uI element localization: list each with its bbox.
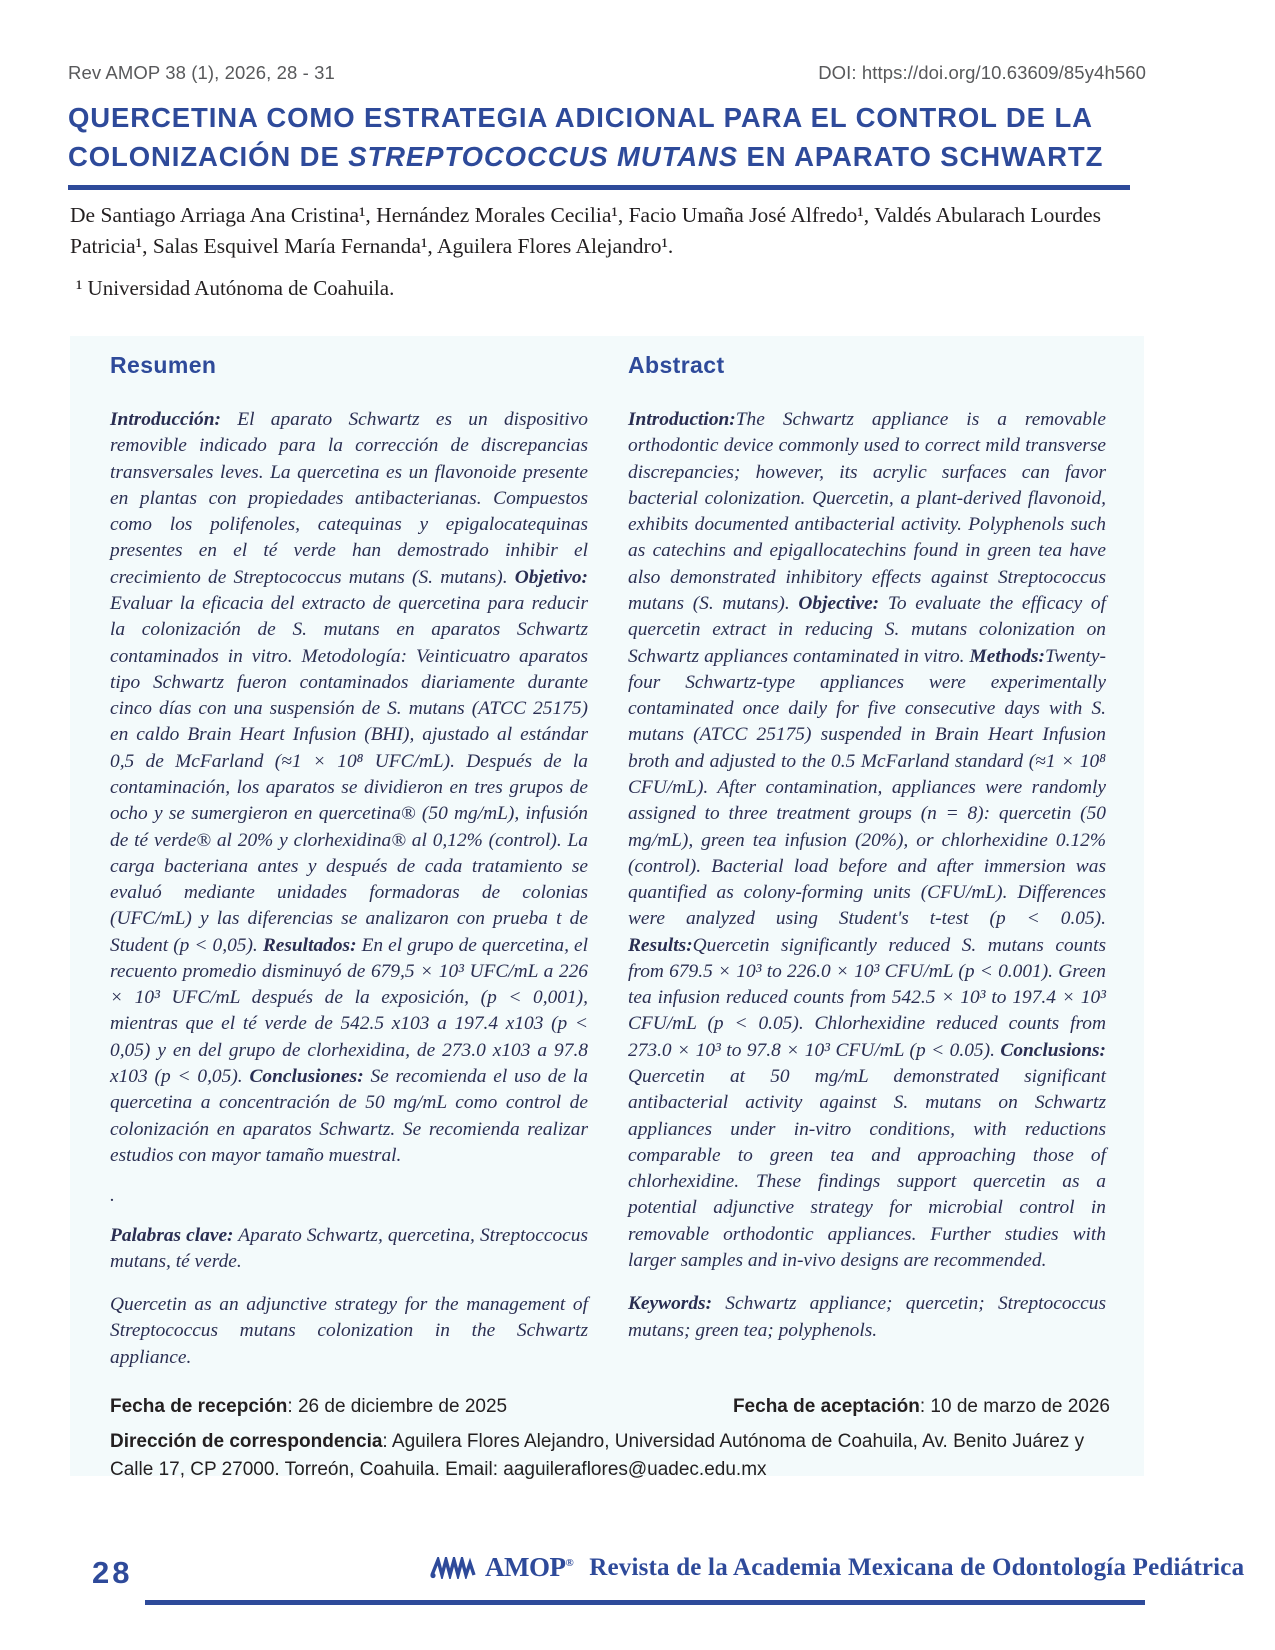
resumen-column [110,352,588,1388]
abstract-text-results: Quercetin significantly reduced S. mutans counts from 679.5 × 10³ to 226.0 × 10³ CFU/mL (p < 0.001). Green tea infusion reduced counts from 542.5 × 10³ to 197.4 × 10³ CFU/mL (p < 0.05). Chlorhexidine reduced counts from 273.0 × 10³ to 97.8 × 10³ CFU/mL (p < 0.05). [628,934,1106,1061]
title-line-2-post: EN APARATO SCHWARTZ [738,141,1104,173]
abstract-text-introduction: The Schwartz appliance is a removable orthodontic device commonly used to correct mild transverse discrepancies; however, its acrylic surfaces can favor bacterial colonization. Quercetin, a plant-derived flavonoid, exhibits documented antibacterial activity. Polyphenols such as catechins and epigallocatechins found in green tea have also demonstrated inhibitory effects against Streptococcus mutans (S. mutans). [628,409,1106,614]
acceptance-date-value: : 10 de marzo de 2026 [919,1396,1110,1417]
abstract-heading: Abstract [628,352,725,378]
resumen-keywords-label: Palabras clave: [110,1224,234,1246]
resumen-label-introduccion: Introducción: [110,409,221,430]
abstract-body [628,407,1106,1344]
title-line-2 [68,137,1140,176]
abstract-keywords [628,1291,1106,1344]
resumen-keywords-text: Aparato Schwartz, quercetina, Streptoccocus mutans, té verde. [110,1224,589,1272]
reception-date-value: : 26 de diciembre de 2025 [287,1396,508,1417]
abstract-text-methods: Twenty-four Schwartz-type appliances were experimentally contaminated once daily for five consecutive days with S. mutans (ATCC 25175) suspended in Brain Heart Infusion broth and adjusted to the 0.5 McFarland standard (≈1 × 10⁸ CFU/mL). After contamination, appliances were randomly assigned to three treatment groups (n = 8): quercetin (50 mg/mL), green tea infusion (20%), or chlorhexidine 0.12% (control). Bacterial load before and after immersion was quantified as colony-forming units (CFU/mL). Differences were analyzed using Student's t-test (p < 0.05). [628,645,1106,930]
resumen-body [110,407,588,1371]
abstract-label-introduction: Introduction: [628,409,736,430]
abstract-text-objective: To evaluate the efficacy of quercetin extract in reducing S. mutans colonization on Schwartz appliances contaminated in vitro. [628,592,1106,667]
abstract-panel [70,336,1144,1476]
title-divider [68,185,1130,190]
reception-date-label: Fecha de recepción [110,1396,288,1417]
footer-divider [145,1600,1145,1605]
page-title [68,98,1140,176]
page-number: 28 [92,1555,133,1590]
journal-name: Revista de la Academia Mexicana de Odontología Pediátrica [589,1553,1245,1581]
resumen-keywords [110,1223,588,1276]
resumen-text-introduccion: El aparato Schwartz es un dispositivo removible indicado para la corrección de discrepancias transversales leves. La quercetina es un flavonoide presente en plantas con propiedades antibacterianas. Compuestos como los polifenoles, catequinas y epigalocatequinas presentes en el té verde han demostrado inhibir el crecimiento de Streptococcus mutans (S. mutans). [110,409,588,588]
abstract-keywords-text: Schwartz appliance; quercetin; Streptococcus mutans; green tea; polyphenols. [628,1293,1106,1341]
title-species-name: STREPTOCOCCUS MUTANS [348,141,739,173]
abstract-paragraph [628,407,1106,1274]
submission-dates [110,1396,1110,1418]
author-list: De Santiago Arriaga Ana Cristina¹, Hernández Morales Cecilia¹, Facio Umaña José Alfredo¹, Valdés Abularach Lourdes Patricia¹, Salas Esquivel María Fernanda¹, Aguilera Flores Alejandro¹. [70,203,1101,258]
title-line-2-pre: COLONIZACIÓN DE [68,141,349,173]
amop-logo [430,1552,573,1583]
abstract-columns [70,336,1144,1476]
abstract-text-conclusions: Quercetin at 50 mg/mL demonstrated significant antibacterial activity against S. mutans on Schwartz appliances under in-vitro conditions, with reductions comparable to green tea and approaching those of chlorhexidine. These findings support quercetin as a potential adjunctive strategy for microbial control in removable orthodontic appliances. Further studies with larger samples and in-vivo designs are recommended. [628,1066,1106,1271]
resumen-label-conclusiones: Conclusiones: [249,1066,364,1088]
stray-period: . [110,1185,115,1207]
abstract-keywords-label: Keywords: [628,1293,713,1315]
resumen-heading: Resumen [110,352,217,378]
resumen-text-objetivo: Evaluar la eficacia del extracto de quercetina para reducir la colonización de S. mutans en aparatos Schwartz contaminados in vitro. Metodología: Veinticuatro aparatos tipo Schwartz fueron contaminados diariamente durante cinco días con una suspensión de S. mutans (ATCC 25175) en caldo Brain Heart Infusion (BHI), ajustado al estándar 0,5 de McFarland (≈1 × 10⁸ UFC/mL). Después de la contaminación, los aparatos se dividieron en tres grupos de ocho y se sumergieron en quercetina® (50 mg/mL), infusión de té verde® al 20% y clorhexidina® al 0,12% (control). La carga bacteriana antes y después de cada tratamiento se evaluó mediante unidades formadoras de colonias (UFC/mL) y las diferencias se analizaron con prueba t de Student (p < 0,05). [110,592,588,956]
abstract-column [628,352,1106,1361]
resumen-alt-title: Quercetin as an adjunctive strategy for the management of Streptococcus mutans colonization in the Schwartz appliance. [110,1294,588,1368]
amop-text: AMOP [485,1552,566,1582]
abstract-label-results: Results: [628,934,693,956]
acceptance-date-label: Fecha de aceptación [732,1396,920,1417]
amop-wave-icon [430,1557,482,1579]
page-header [68,62,1146,84]
resumen-label-resultados: Resultados: [262,934,357,956]
reception-date [110,1396,507,1418]
resumen-label-objetivo: Objetivo: [514,566,588,588]
amop-wordmark [485,1552,573,1583]
abstract-label-methods: Methods: [969,645,1045,667]
abstract-label-conclusions: Conclusions: [1000,1039,1106,1061]
resumen-text-conclusiones: Se recomienda el uso de la quercetina a concentración de 50 mg/mL como control de colonización en aparatos Schwartz. Se recomienda realizar estudios con mayor tamaño muestral. [110,1066,588,1166]
acceptance-date [733,1396,1110,1418]
doi-link[interactable]: DOI: https://doi.org/10.63609/85y4h560 [818,62,1146,83]
correspondence-address [110,1428,1120,1483]
correspondence-value: : Aguilera Flores Alejandro, Universidad Autónoma de Coahuila, Av. Benito Juárez y Calle 17, CP 27000. Torreón, Coahuila. Email: aaguileraflores@uadec.edu.mx [110,1431,1085,1480]
affiliation: ¹ Universidad Autónoma de Coahuila. [76,276,395,300]
resumen-paragraph [110,407,588,1169]
correspondence-label: Dirección de correspondencia [110,1431,383,1452]
footer-brand [430,1552,1244,1583]
journal-citation: Rev AMOP 38 (1), 2026, 28 - 31 [68,62,335,83]
abstract-label-objective: Objective: [798,592,880,614]
resumen-text-resultados: En el grupo de quercetina, el recuento promedio disminuyó de 679,5 × 10³ UFC/mL a 226 × 10³ UFC/mL después de la exposición, (p < 0,001), mientras que el té verde de 542.5 x103 a 197.4 x103 (p < 0,05) y en del grupo de clorhexidina, de 273.0 x103 a 97.8 x103 (p < 0,05). [110,934,589,1088]
registered-icon: ® [565,1557,574,1569]
title-line-1: QUERCETINA COMO ESTRATEGIA ADICIONAL PARA EL CONTROL DE LA [68,102,1093,133]
